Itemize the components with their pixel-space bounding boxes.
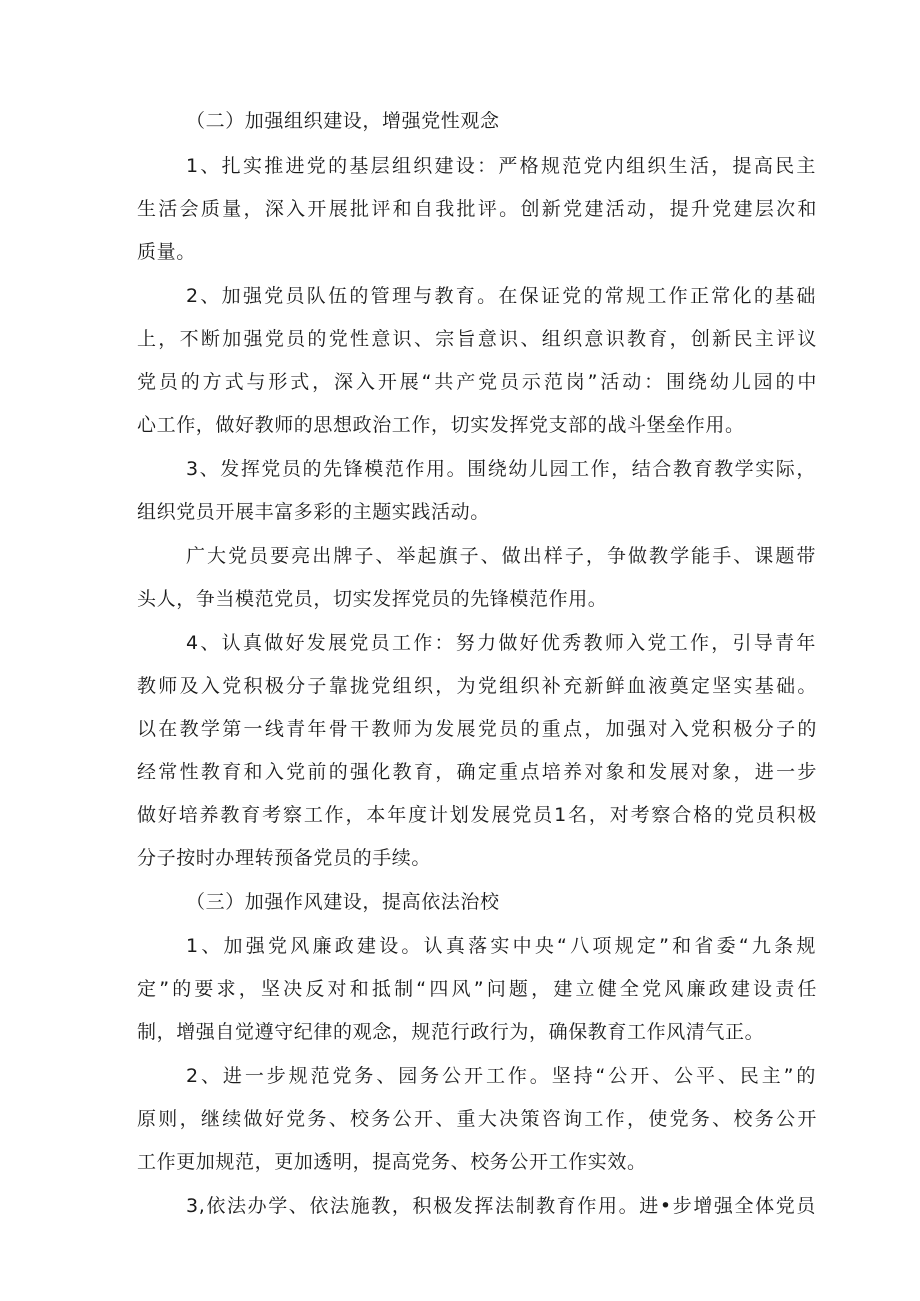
paragraph-line: 经常性教育和入党前的强化教育，确定重点培养对象和发展对象，进一步: [137, 761, 817, 783]
paragraph-line: 心工作，做好教师的思想政治工作，切实发挥党支部的战斗堡垒作用。: [137, 414, 745, 436]
paragraph-line: 原则，继续做好党务、校务公开、重大决策咨询工作，使党务、校务公开: [137, 1108, 817, 1130]
paragraph-line: 定”的要求，坚决反对和抵制“四风”问题，建立健全党风廉政建设责任: [137, 978, 817, 1000]
paragraph-line: 分子按时办理转预备党员的手续。: [137, 847, 432, 869]
paragraph-line: 1、扎实推进党的基层组织建设：严格规范党内组织生活，提高民主: [186, 155, 816, 177]
paragraph-line: 质量。: [137, 241, 196, 263]
paragraph-line: 4、认真做好发展党员工作：努力做好优秀教师入党工作，引导青年: [186, 632, 816, 654]
paragraph-line: 组织党员开展丰富多彩的主题实践活动。: [137, 501, 490, 523]
paragraph-line: 2、进一步规范党务、园务公开工作。坚持“公开、公平、民主”的: [186, 1065, 816, 1087]
section-heading-3: （三）加强作风建设，提高依法治校: [186, 891, 500, 913]
paragraph-line: 上，不断加强党员的党性意识、宗旨意识、组织意识教育，创新民主评议: [137, 328, 817, 350]
paragraph-line: 1、加强党风廉政建设。认真落实中央“八项规定”和省委“九条规: [186, 935, 816, 957]
paragraph-line: 工作更加规范，更加透明，提高党务、校务公开工作实效。: [137, 1151, 647, 1173]
paragraph-line: 头人，争当模范党员，切实发挥党员的先锋模范作用。: [137, 588, 608, 610]
paragraph-line: 党员的方式与形式，深入开展“共产党员示范岗”活动：围绕幼儿园的中: [137, 371, 817, 393]
paragraph-line: 制，增强自觉遵守纪律的观念，规范行政行为，确保教育工作风清气正。: [137, 1021, 765, 1043]
paragraph-line: 3、发挥党员的先锋模范作用。围绕幼儿园工作，结合教育教学实际，: [186, 458, 816, 480]
paragraph-line: 做好培养教育考察工作，本年度计划发展党员1名，对考察合格的党员积极: [137, 804, 817, 826]
paragraph-line: 2、加强党员队伍的管理与教育。在保证党的常规工作正常化的基础: [186, 285, 816, 307]
section-heading-2: （二）加强组织建设，增强党性观念: [186, 110, 500, 132]
paragraph-line: 广大党员要亮出牌子、举起旗子、做出样子，争做教学能手、课题带: [186, 545, 816, 567]
paragraph-line: 3,依法办学、依法施教，积极发挥法制教育作用。进•步增强全体党员: [186, 1195, 816, 1217]
paragraph-line: 生活会质量，深入开展批评和自我批评。创新党建活动，提升党建层次和: [137, 198, 817, 220]
paragraph-line: 以在教学第一线青年骨干教师为发展党员的重点，加强对入党积极分子的: [137, 718, 817, 740]
paragraph-line: 教师及入党积极分子靠拢党组织，为党组织补充新鲜血液奠定坚实基础。: [137, 675, 817, 697]
